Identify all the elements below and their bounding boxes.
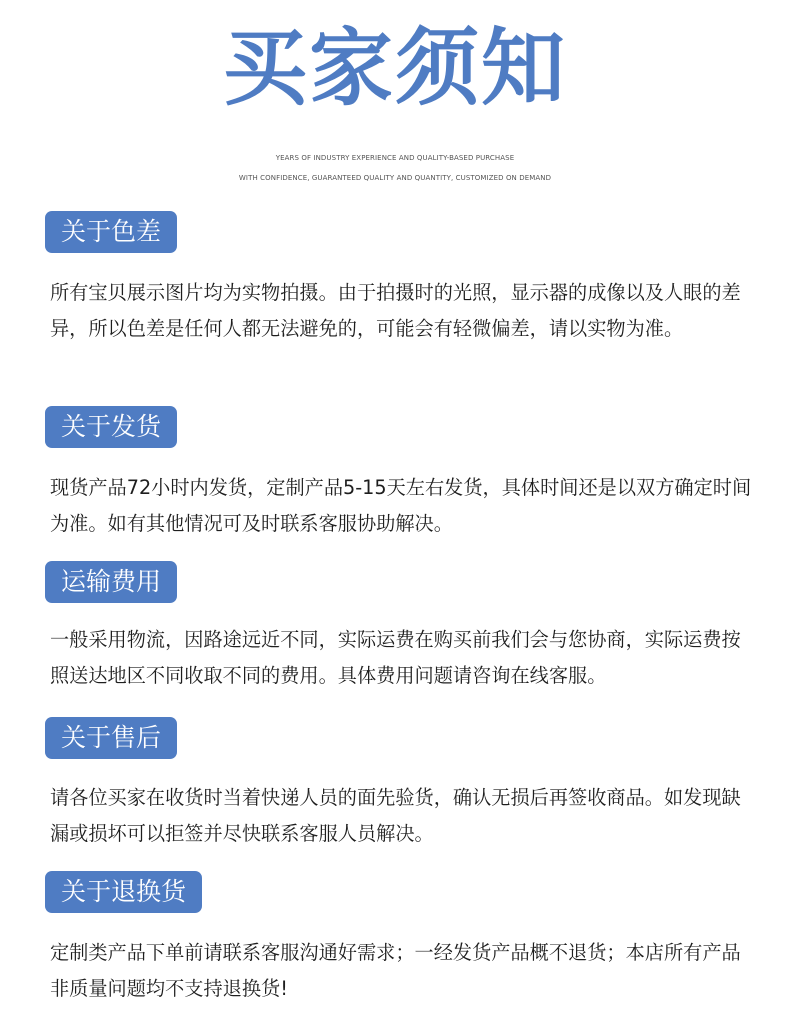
section-text-returns-exchanges: 定制类产品下单前请联系客服沟通好需求；一经发货产品概不退货；本店所有产品非质量问题均不支持退换货! <box>50 941 741 1000</box>
section-text-shipping: 现货产品72小时内发货，定制产品5-15天左右发货，具体时间还是以双方确定时间为准。如有其他情况可及时联系客服协助解决。 <box>50 476 752 535</box>
section-label-shipping: 关于发货 <box>45 406 177 448</box>
section-text-freight-cost: 一般采用物流，因路途远近不同，实际运费在购买前我们会与您协商，实际运费按照送达地区不同收取不同的费用。具体费用问题请咨询在线客服。 <box>50 628 741 687</box>
subtitle-line-1: YEARS OF INDUSTRY EXPERIENCE AND QUALITY-BASED PURCHASE <box>275 154 515 162</box>
subtitle-line-2: WITH CONFIDENCE, GUARANTEED QUALITY AND QUANTITY, CUSTOMIZED ON DEMAND <box>238 174 552 182</box>
section-text-color-difference: 所有宝贝展示图片均为实物拍摄。由于拍摄时的光照，显示器的成像以及人眼的差异，所以色差是任何人都无法避免的，可能会有轻微偏差，请以实物为准。 <box>50 281 741 340</box>
section-label-returns-exchanges: 关于退换货 <box>45 871 202 913</box>
page-title: 买家须知 <box>222 19 567 117</box>
section-label-color-difference: 关于色差 <box>45 211 177 253</box>
section-text-after-sales: 请各位买家在收货时当着快递人员的面先验货，确认无损后再签收商品。如发现缺漏或损坏可以拒签并尽快联系客服人员解决。 <box>50 786 741 845</box>
section-label-freight-cost: 运输费用 <box>45 561 177 603</box>
section-label-after-sales: 关于售后 <box>45 717 177 759</box>
